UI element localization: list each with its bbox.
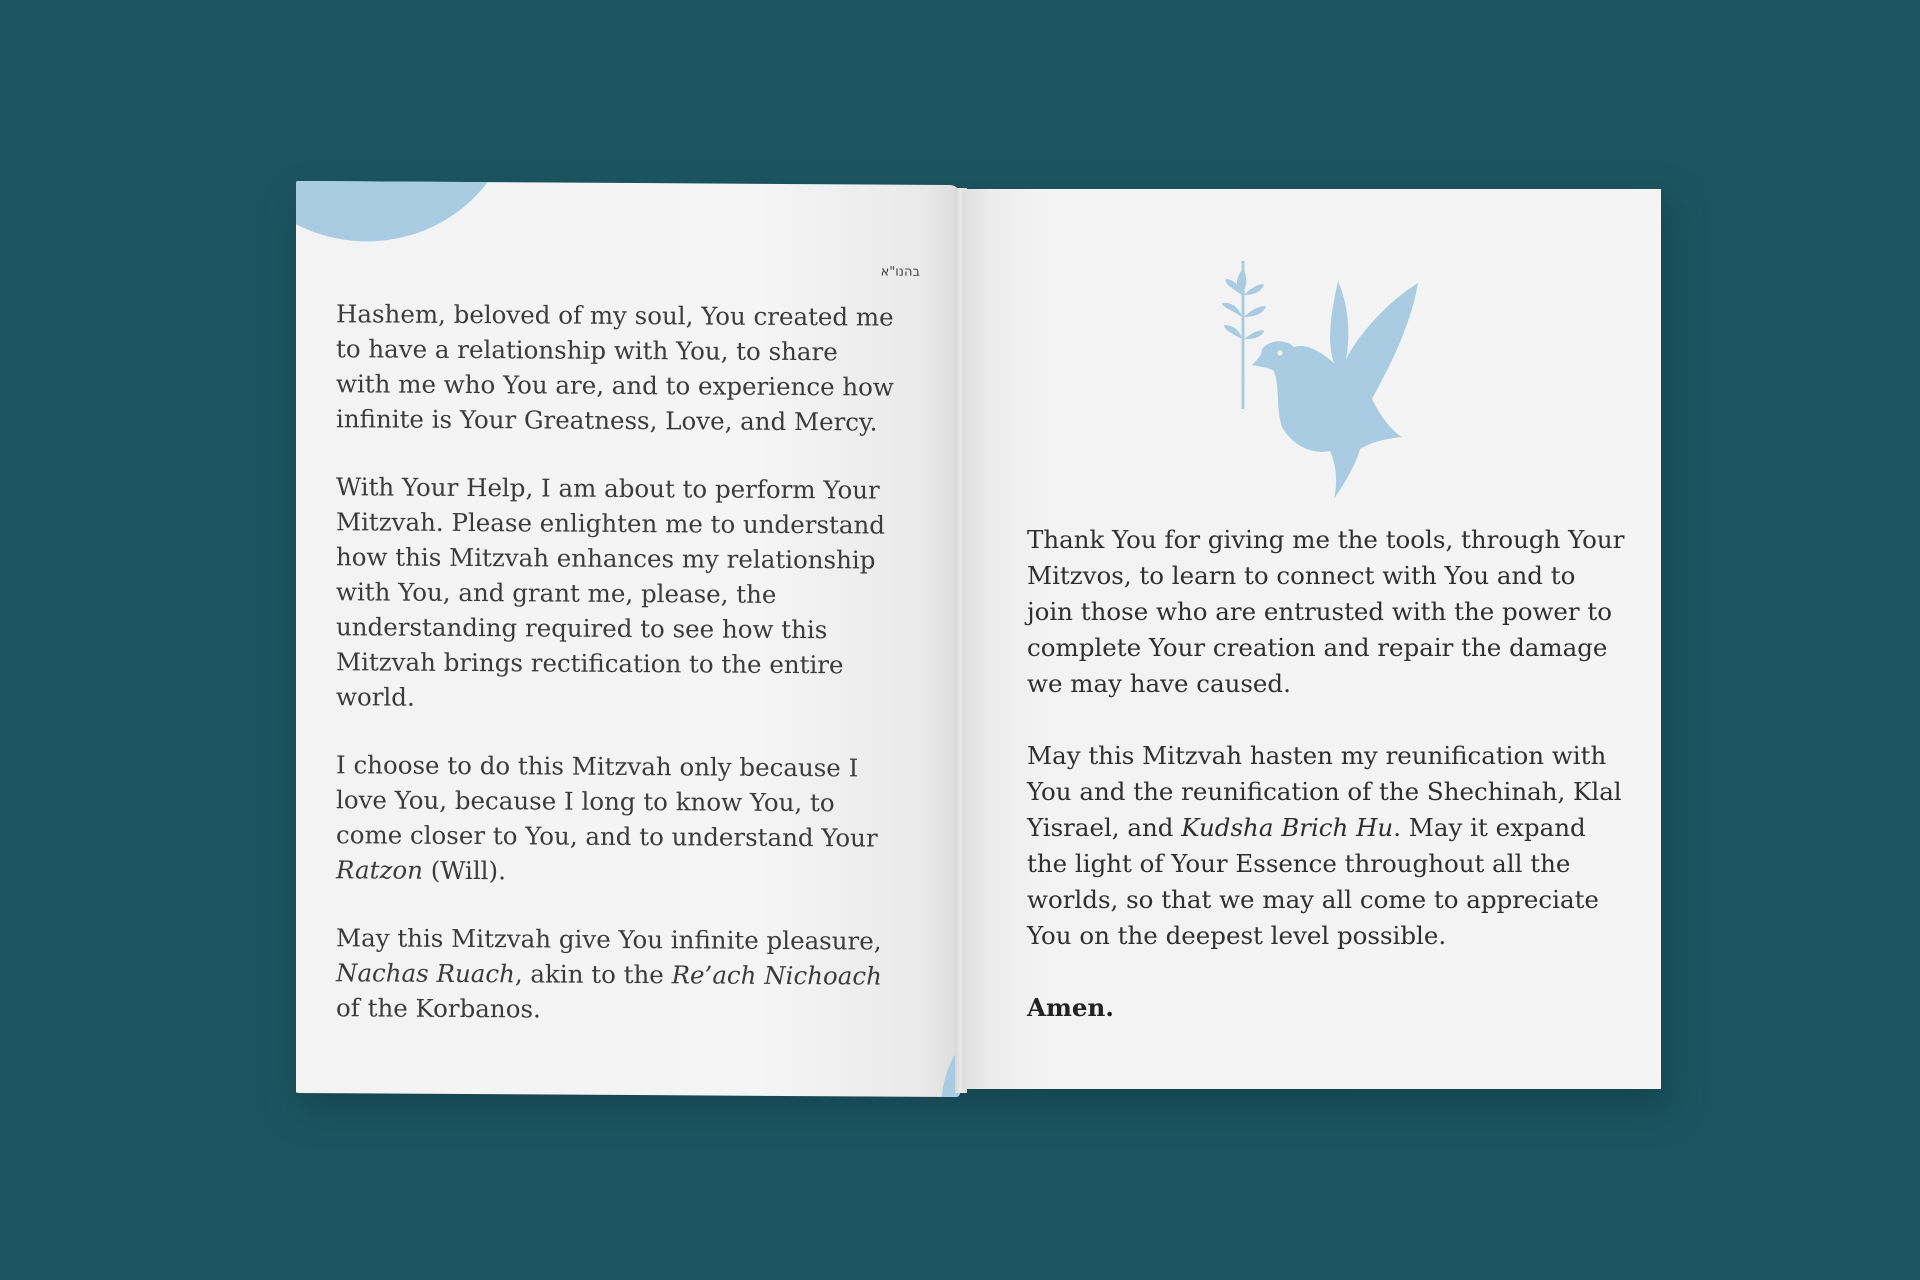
right-page-text [1027,522,1627,1062]
paragraph-4-text: May this Mitzvah give You infinite pleasure, [336,923,882,956]
paragraph-4-end: of the Korbanos. [336,993,541,1024]
paragraph-3-end: (Will). [422,855,506,886]
right-page [962,189,1661,1089]
paragraph-4 [336,920,896,1028]
dove-with-olive-branch-icon [1222,259,1442,504]
paragraph-6-text: May this Mitzvah hasten my reunification with You and the reunification of the Shechinah, Klal Yisrael, and [1027,741,1622,842]
paragraph-4-mid: , akin to the [514,959,672,990]
paragraph-3-text: I choose to do this Mitzvah only because I love You, because I long to know You, to come closer to You, and to understand Your [336,750,878,853]
paragraph-6-end: . May it expand the light of Your Essence throughout all the worlds, so that we may all come to appreciate You on the deepest level possible. [1027,813,1599,950]
paragraph-6 [1027,738,1627,954]
nachas-ruach-italic: Nachas Ruach [336,958,515,989]
reach-nichoach-italic: Re’ach Nichoach [671,960,882,991]
ratzon-italic: Ratzon [336,855,423,885]
paragraph-5: Thank You for giving me the tools, through Your Mitzvos, to learn to connect with You and to join those who are entrusted with the power to complete Your creation and repair the damage we may have caused. [1027,525,1625,698]
closing-amen: Amen. [1027,993,1114,1022]
paragraph-1: Hashem, beloved of my soul, You created me to have a relationship with You, to share with me who You are, and to experience how infinite is Your Greatness, Love, and Mercy. [336,299,894,437]
left-page [296,181,960,1097]
hebrew-header: בהנו"א [880,264,920,280]
left-page-text [336,296,896,1061]
paragraph-3 [336,747,896,890]
paragraph-2: With Your Help, I am about to perform Your Mitzvah. Please enlighten me to understand how this Mitzvah enhances my relationship with You, and grant me, please, the understanding required to see how this Mitzvah brings rectification to the entire world. [336,472,885,712]
kudsha-brich-hu-italic: Kudsha Brich Hu [1181,813,1394,842]
corner-arc-decoration [296,181,516,242]
